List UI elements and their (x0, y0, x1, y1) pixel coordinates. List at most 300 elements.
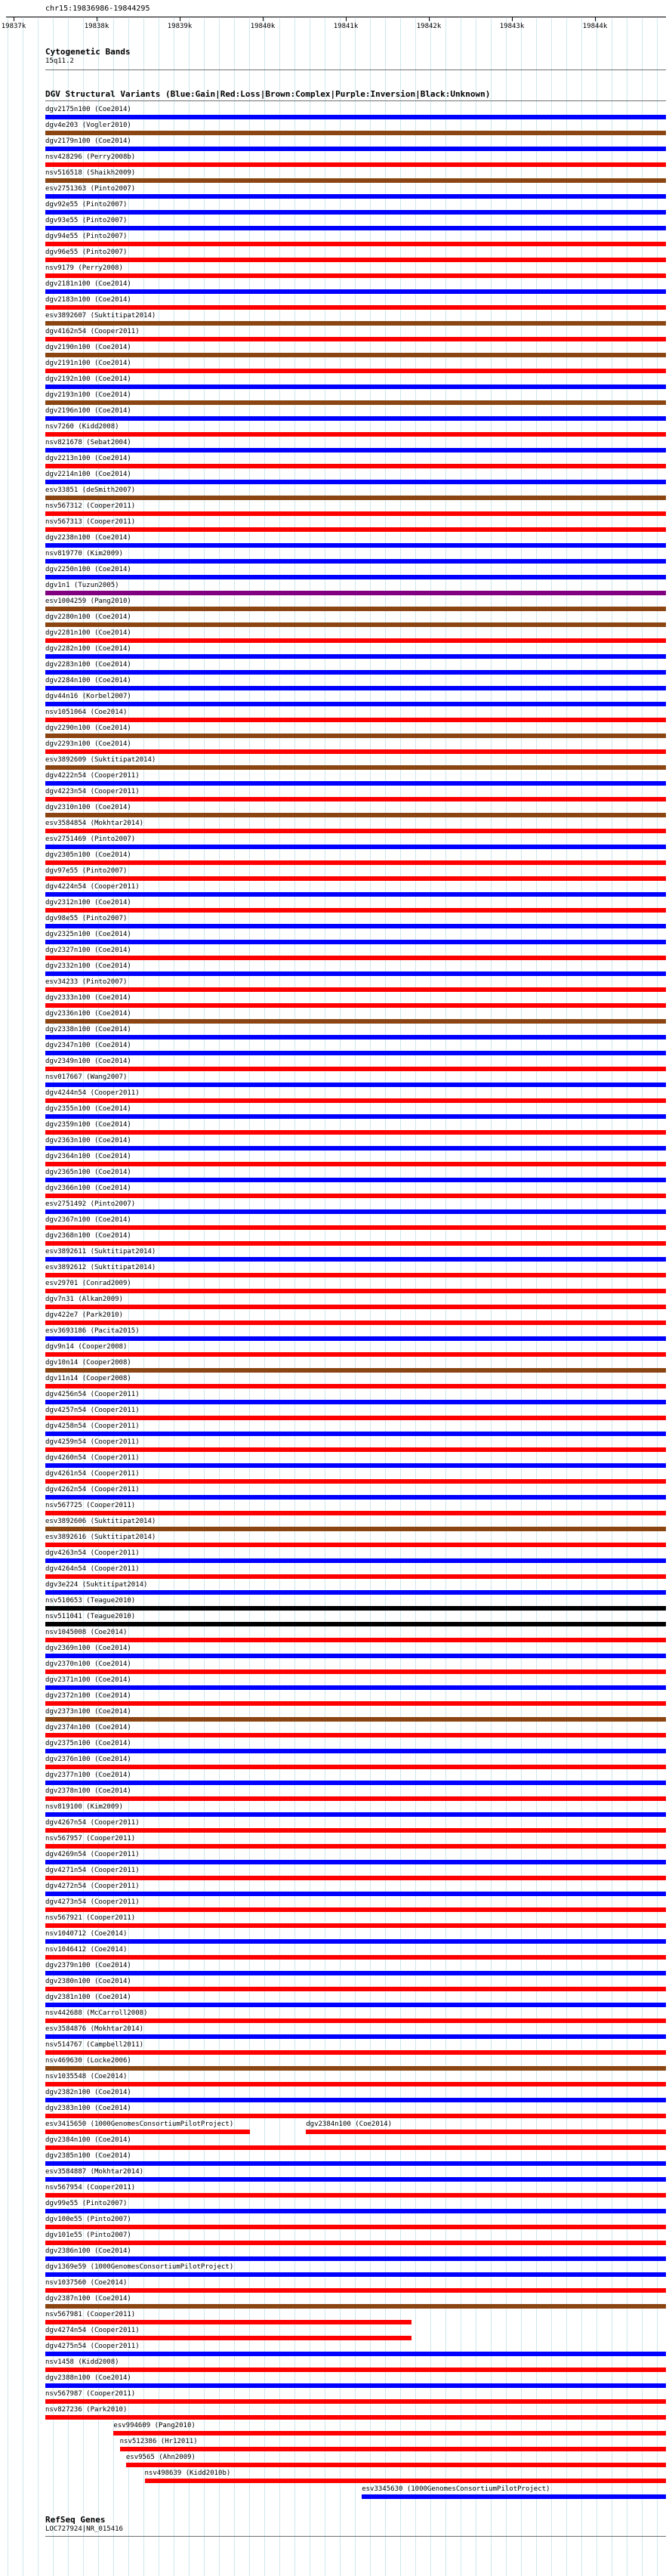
track-label[interactable]: nsv567954 (Cooper2011) (45, 2184, 136, 2191)
track-bar[interactable] (45, 1416, 666, 1420)
track-label[interactable]: dgv2293n100 (Coe2014) (45, 740, 131, 748)
track-bar[interactable] (45, 718, 666, 722)
track-bar[interactable] (45, 2003, 666, 2007)
track-label[interactable]: dgv4259n54 (Cooper2011) (45, 1438, 140, 1446)
track-bar[interactable] (45, 1146, 666, 1151)
track-bar[interactable] (45, 2082, 666, 2086)
track-bar[interactable] (45, 1685, 666, 1690)
track-bar[interactable] (45, 385, 666, 389)
track-label[interactable]: nsv428296 (Perry2008b) (45, 153, 136, 161)
refseq-gene-label[interactable]: LOC727924|NR_015416 (45, 2525, 123, 2533)
track-label[interactable]: dgv2238n100 (Coe2014) (45, 534, 131, 542)
track-label[interactable]: dgv44n16 (Korbel2007) (45, 693, 131, 700)
track-bar[interactable] (45, 797, 666, 802)
track-bar[interactable] (45, 369, 666, 373)
track-label[interactable]: esv3345630 (1000GenomesConsortiumPilotProject) (362, 2485, 550, 2493)
track-label[interactable]: dgv2349n100 (Coe2014) (45, 1058, 131, 1065)
track-label[interactable]: dgv2355n100 (Coe2014) (45, 1105, 131, 1113)
track-bar[interactable] (45, 1574, 666, 1579)
track-label[interactable]: dgv2363n100 (Coe2014) (45, 1137, 131, 1144)
track-bar[interactable] (45, 1178, 666, 1182)
track-bar[interactable] (45, 845, 666, 849)
track-bar[interactable] (45, 1225, 666, 1230)
track-label[interactable]: dgv93e55 (Pinto2007) (45, 217, 128, 224)
track-bar[interactable] (45, 2256, 666, 2261)
track-bar[interactable] (45, 1558, 666, 1563)
track-bar[interactable] (45, 765, 666, 770)
track-label[interactable]: dgv4271n54 (Cooper2011) (45, 1867, 140, 1874)
track-bar[interactable] (362, 2494, 666, 2499)
track-label[interactable]: dgv2370n100 (Coe2014) (45, 1660, 131, 1668)
track-bar[interactable] (45, 1273, 666, 1277)
track-label[interactable]: esv3892609 (Suktitipat2014) (45, 756, 156, 764)
track-bar[interactable] (45, 496, 666, 500)
track-bar[interactable] (45, 2161, 666, 2166)
track-label[interactable]: dgv94e55 (Pinto2007) (45, 233, 128, 240)
track-bar[interactable] (45, 1606, 666, 1611)
track-label[interactable]: dgv2327n100 (Coe2014) (45, 947, 131, 954)
track-label[interactable]: nsv511041 (Teague2010) (45, 1613, 136, 1620)
track-label[interactable]: dgv2383n100 (Coe2014) (45, 2105, 131, 2112)
track-bar[interactable] (45, 1590, 666, 1595)
track-bar[interactable] (45, 2383, 666, 2388)
track-bar[interactable] (45, 2145, 666, 2150)
track-bar[interactable] (45, 1622, 666, 1626)
track-label[interactable]: dgv2290n100 (Coe2014) (45, 724, 131, 732)
track-label[interactable]: dgv2179n100 (Coe2014) (45, 137, 131, 145)
dgv-title[interactable]: DGV Structural Variants (Blue:Gain|Red:Loss|Brown:Complex|Purple:Inversion|Black:Unknown) (45, 89, 491, 99)
track-bar[interactable] (45, 1923, 666, 1928)
track-label[interactable]: dgv2333n100 (Coe2014) (45, 994, 131, 1002)
track-bar[interactable] (45, 638, 666, 643)
track-bar[interactable] (45, 1035, 666, 1039)
track-label[interactable]: dgv97e55 (Pinto2007) (45, 867, 128, 875)
track-bar[interactable] (45, 1971, 666, 1975)
track-label[interactable]: nsv498639 (Kidd2010b) (144, 2469, 231, 2477)
track-label[interactable]: dgv2196n100 (Coe2014) (45, 407, 131, 415)
track-label[interactable]: dgv2368n100 (Coe2014) (45, 1232, 131, 1240)
track-label[interactable]: dgv2384n100 (Coe2014) (45, 2136, 131, 2144)
track-bar[interactable] (45, 686, 666, 690)
track-bar[interactable] (45, 956, 666, 960)
track-label[interactable]: nsv1040712 (Coe2014) (45, 1930, 128, 1938)
track-label[interactable]: dgv4272n54 (Cooper2011) (45, 1883, 140, 1890)
track-label[interactable]: nsv819770 (Kim2009) (45, 550, 123, 558)
track-label[interactable]: esv3693186 (Pacita2015) (45, 1327, 140, 1335)
track-bar[interactable] (45, 2098, 666, 2102)
track-label[interactable]: dgv4162n54 (Cooper2011) (45, 328, 140, 335)
track-label[interactable]: nsv819100 (Kim2009) (45, 1803, 123, 1811)
track-bar[interactable] (45, 242, 666, 246)
track-bar[interactable] (45, 1368, 666, 1373)
track-label[interactable]: dgv2379n100 (Coe2014) (45, 1962, 131, 1969)
track-bar[interactable] (113, 2431, 666, 2435)
track-label[interactable]: nsv469630 (Locke2006) (45, 2057, 131, 2065)
track-label[interactable]: dgv4223n54 (Cooper2011) (45, 788, 140, 795)
track-bar[interactable] (45, 860, 666, 865)
track-label[interactable]: esv3892607 (Suktitipat2014) (45, 312, 156, 320)
track-label[interactable]: nsv567981 (Cooper2011) (45, 2311, 136, 2318)
track-bar[interactable] (120, 2447, 666, 2451)
track-bar[interactable] (45, 1003, 666, 1008)
track-label[interactable]: nsv017667 (Wang2007) (45, 1073, 128, 1081)
track-bar[interactable] (45, 1051, 666, 1055)
track-label[interactable]: dgv2181n100 (Coe2014) (45, 280, 131, 288)
track-label[interactable]: dgv4222n54 (Cooper2011) (45, 772, 140, 780)
track-bar[interactable] (45, 2177, 666, 2182)
track-bar[interactable] (45, 115, 666, 119)
track-label[interactable]: dgv92e55 (Pinto2007) (45, 201, 128, 208)
track-label[interactable]: dgv2366n100 (Coe2014) (45, 1185, 131, 1192)
track-bar[interactable] (45, 1844, 666, 1849)
track-bar[interactable] (45, 289, 666, 294)
track-label[interactable]: dgv4267n54 (Cooper2011) (45, 1819, 140, 1827)
track-label[interactable]: dgv9n14 (Cooper2008) (45, 1343, 128, 1351)
track-bar[interactable] (45, 353, 666, 357)
track-bar[interactable] (45, 448, 666, 452)
track-label[interactable]: dgv2214n100 (Coe2014) (45, 471, 131, 478)
track-bar[interactable] (45, 892, 666, 897)
track-label[interactable]: esv3584876 (Mokhtar2014) (45, 2025, 144, 2033)
track-label[interactable]: dgv11n14 (Cooper2008) (45, 1375, 131, 1382)
track-bar[interactable] (306, 2130, 666, 2134)
track-bar[interactable] (45, 1320, 666, 1325)
track-bar[interactable] (126, 2463, 666, 2467)
track-bar[interactable] (45, 2336, 412, 2340)
track-bar[interactable] (45, 2034, 666, 2039)
track-label[interactable]: dgv2312n100 (Coe2014) (45, 899, 131, 907)
track-label[interactable]: dgv2281n100 (Coe2014) (45, 629, 131, 637)
track-bar[interactable] (45, 781, 666, 786)
track-bar[interactable] (45, 940, 666, 944)
track-bar[interactable] (45, 1543, 666, 1547)
track-bar[interactable] (45, 1479, 666, 1484)
track-bar[interactable] (45, 734, 666, 738)
track-label[interactable]: dgv422e7 (Park2010) (45, 1311, 123, 1319)
track-label[interactable]: esv33851 (deSmith2007) (45, 486, 136, 494)
track-label[interactable]: dgv2375n100 (Coe2014) (45, 1740, 131, 1747)
track-bar[interactable] (45, 1987, 666, 1991)
track-label[interactable]: nsv827236 (Park2010) (45, 2406, 128, 2414)
track-label[interactable]: nsv9179 (Perry2008) (45, 264, 123, 272)
track-bar[interactable] (45, 178, 666, 183)
track-label[interactable]: dgv4264n54 (Cooper2011) (45, 1565, 140, 1573)
track-label[interactable]: esv3892612 (Suktitipat2014) (45, 1264, 156, 1271)
track-bar[interactable] (45, 908, 666, 913)
track-label[interactable]: esv3892611 (Suktitipat2014) (45, 1248, 156, 1256)
track-label[interactable]: esv2751469 (Pinto2007) (45, 836, 136, 843)
track-bar[interactable] (45, 1955, 666, 1960)
track-bar[interactable] (45, 1939, 666, 1944)
track-label[interactable]: nsv821678 (Sebat2004) (45, 439, 131, 446)
track-label[interactable]: nsv1051064 (Coe2014) (45, 709, 128, 716)
track-label[interactable]: dgv4274n54 (Cooper2011) (45, 2327, 140, 2334)
track-bar[interactable] (45, 147, 666, 151)
track-bar[interactable] (45, 1812, 666, 1817)
track-label[interactable]: dgv2364n100 (Coe2014) (45, 1153, 131, 1160)
track-label[interactable]: esv3584854 (Mokhtar2014) (45, 820, 144, 827)
track-label[interactable]: dgv2359n100 (Coe2014) (45, 1121, 131, 1129)
track-label[interactable]: nsv510653 (Teague2010) (45, 1597, 136, 1605)
track-label[interactable]: dgv2305n100 (Coe2014) (45, 851, 131, 859)
track-bar[interactable] (45, 559, 666, 564)
track-label[interactable]: dgv2282n100 (Coe2014) (45, 645, 131, 653)
track-label[interactable]: nsv512386 (Hr12011) (119, 2438, 198, 2445)
track-bar[interactable] (45, 1447, 666, 1452)
track-label[interactable]: esv34233 (Pinto2007) (45, 978, 128, 986)
track-bar[interactable] (45, 2193, 666, 2198)
track-label[interactable]: dgv2373n100 (Coe2014) (45, 1708, 131, 1716)
track-bar[interactable] (45, 829, 666, 833)
track-label[interactable]: esv2751492 (Pinto2007) (45, 1200, 136, 1208)
track-bar[interactable] (45, 258, 666, 262)
track-label[interactable]: dgv4261n54 (Cooper2011) (45, 1470, 140, 1478)
track-bar[interactable] (45, 813, 666, 817)
track-bar[interactable] (45, 1701, 666, 1706)
track-bar[interactable] (45, 416, 666, 421)
track-bar[interactable] (45, 1828, 666, 1833)
track-bar[interactable] (45, 876, 666, 881)
track-bar[interactable] (45, 702, 666, 706)
track-label[interactable]: dgv2191n100 (Coe2014) (45, 360, 131, 367)
track-bar[interactable] (45, 1209, 666, 1214)
track-label[interactable]: dgv4257n54 (Cooper2011) (45, 1407, 140, 1414)
track-bar[interactable] (45, 1194, 666, 1198)
track-label[interactable]: esv3415650 (1000GenomesConsortiumPilotProject) (45, 2120, 234, 2128)
track-label[interactable]: nsv7260 (Kidd2008) (45, 423, 119, 431)
track-bar[interactable] (45, 1400, 666, 1404)
track-bar[interactable] (45, 162, 666, 167)
track-bar[interactable] (45, 1733, 666, 1737)
track-bar[interactable] (45, 2352, 666, 2356)
track-label[interactable]: nsv567957 (Cooper2011) (45, 1835, 136, 1842)
track-label[interactable]: dgv4262n54 (Cooper2011) (45, 1486, 140, 1493)
track-bar[interactable] (45, 1781, 666, 1785)
track-label[interactable]: dgv2213n100 (Coe2014) (45, 455, 131, 462)
track-bar[interactable] (45, 1162, 666, 1166)
track-label[interactable]: dgv2190n100 (Coe2014) (45, 344, 131, 351)
track-label[interactable]: dgv2310n100 (Coe2014) (45, 804, 131, 811)
track-label[interactable]: nsv514767 (Campbell2011) (45, 2041, 144, 2049)
track-bar[interactable] (45, 1876, 666, 1880)
track-bar[interactable] (45, 226, 666, 230)
track-bar[interactable] (45, 591, 666, 595)
track-bar[interactable] (45, 2018, 666, 2023)
track-bar[interactable] (45, 210, 666, 215)
track-bar[interactable] (45, 273, 666, 278)
track-label[interactable]: dgv2193n100 (Coe2014) (45, 391, 131, 399)
track-label[interactable]: dgv2388n100 (Coe2014) (45, 2374, 131, 2382)
track-bar[interactable] (45, 131, 666, 135)
track-label[interactable]: esv9565 (Ahn2009) (125, 2454, 196, 2461)
track-label[interactable]: nsv567725 (Cooper2011) (45, 1502, 136, 1509)
track-label[interactable]: esv3892606 (Suktitipat2014) (45, 1518, 156, 1525)
track-label[interactable]: dgv2367n100 (Coe2014) (45, 1216, 131, 1224)
track-bar[interactable] (45, 305, 666, 310)
track-label[interactable]: nsv567987 (Cooper2011) (45, 2390, 136, 2398)
track-label[interactable]: nsv567312 (Cooper2011) (45, 502, 136, 510)
track-label[interactable]: esv29701 (Conrad2009) (45, 1280, 131, 1287)
track-label[interactable]: esv1004259 (Pang2010) (45, 598, 131, 605)
track-bar[interactable] (45, 2288, 666, 2293)
track-bar[interactable] (45, 1130, 666, 1135)
track-label[interactable]: dgv2347n100 (Coe2014) (45, 1042, 131, 1049)
track-bar[interactable] (45, 971, 666, 976)
track-label[interactable]: dgv2283n100 (Coe2014) (45, 661, 131, 669)
track-label[interactable]: dgv2365n100 (Coe2014) (45, 1169, 131, 1176)
track-label[interactable]: dgv2378n100 (Coe2014) (45, 1787, 131, 1795)
track-label[interactable]: nsv567921 (Cooper2011) (45, 1914, 136, 1922)
track-bar[interactable] (45, 924, 666, 928)
track-label[interactable]: dgv2371n100 (Coe2014) (45, 1676, 131, 1684)
track-bar[interactable] (45, 1860, 666, 1864)
track-bar[interactable] (45, 1527, 666, 1531)
track-bar[interactable] (45, 1654, 666, 1658)
track-label[interactable]: esv3584887 (Mokhtar2014) (45, 2168, 144, 2176)
track-bar[interactable] (45, 1892, 666, 1896)
track-bar[interactable] (45, 1257, 666, 1262)
track-bar[interactable] (45, 337, 666, 341)
track-bar[interactable] (45, 2399, 666, 2404)
track-bar[interactable] (45, 2050, 666, 2055)
refseq-title[interactable]: RefSeq Genes (45, 2515, 106, 2525)
track-label[interactable]: esv3892616 (Suktitipat2014) (45, 1534, 156, 1541)
track-bar[interactable] (45, 987, 666, 992)
track-label[interactable]: nsv1035548 (Coe2014) (45, 2073, 128, 2080)
track-bar[interactable] (45, 1289, 666, 1293)
track-label[interactable]: dgv2336n100 (Coe2014) (45, 1010, 131, 1018)
track-bar[interactable] (45, 1019, 666, 1024)
track-bar[interactable] (45, 1384, 666, 1388)
track-bar[interactable] (45, 1638, 666, 1642)
track-label[interactable]: nsv516518 (Shaikh2009) (45, 169, 136, 177)
track-label[interactable]: dgv4256n54 (Cooper2011) (45, 1391, 140, 1398)
track-bar[interactable] (45, 543, 666, 548)
track-label[interactable]: dgv99e55 (Pinto2007) (45, 2200, 128, 2207)
track-label[interactable]: nsv442688 (McCarroll2008) (45, 2009, 148, 2017)
track-bar[interactable] (45, 1432, 666, 1436)
track-bar[interactable] (45, 1511, 666, 1515)
track-bar[interactable] (45, 575, 666, 579)
track-label[interactable]: dgv2372n100 (Coe2014) (45, 1692, 131, 1700)
track-label[interactable]: dgv1369e59 (1000GenomesConsortiumPilotProject) (45, 2263, 234, 2271)
cytoband-title[interactable]: Cytogenetic Bands (45, 47, 131, 57)
track-bar[interactable] (45, 2368, 666, 2372)
track-bar[interactable] (45, 1463, 666, 1468)
track-label[interactable]: dgv2284n100 (Coe2014) (45, 677, 131, 684)
track-label[interactable]: dgv2374n100 (Coe2014) (45, 1724, 131, 1731)
track-bar[interactable] (45, 2415, 666, 2420)
track-label[interactable]: dgv2280n100 (Coe2014) (45, 613, 131, 621)
track-label[interactable]: dgv2382n100 (Coe2014) (45, 2089, 131, 2096)
track-label[interactable]: dgv3e224 (Suktitipat2014) (45, 1581, 148, 1589)
track-label[interactable]: dgv4258n54 (Cooper2011) (45, 1422, 140, 1430)
track-label[interactable]: dgv101e55 (Pinto2007) (45, 2232, 131, 2239)
track-label[interactable]: dgv2338n100 (Coe2014) (45, 1026, 131, 1033)
track-bar[interactable] (45, 2114, 666, 2118)
track-bar[interactable] (45, 1352, 666, 1357)
track-label[interactable]: nsv1045008 (Coe2014) (45, 1629, 128, 1636)
track-label[interactable]: dgv2376n100 (Coe2014) (45, 1756, 131, 1763)
track-bar[interactable] (45, 1749, 666, 1753)
track-label[interactable]: dgv4273n54 (Cooper2011) (45, 1898, 140, 1906)
track-bar[interactable] (145, 2479, 666, 2483)
track-label[interactable]: dgv2387n100 (Coe2014) (45, 2295, 131, 2303)
track-label[interactable]: dgv4275n54 (Cooper2011) (45, 2343, 140, 2350)
track-bar[interactable] (45, 1305, 666, 1309)
track-bar[interactable] (45, 1114, 666, 1119)
track-label[interactable]: nsv1046412 (Coe2014) (45, 1946, 128, 1954)
track-bar[interactable] (45, 464, 666, 468)
track-label[interactable]: dgv2325n100 (Coe2014) (45, 931, 131, 938)
track-bar[interactable] (45, 1083, 666, 1087)
track-label[interactable]: dgv4260n54 (Cooper2011) (45, 1454, 140, 1462)
track-bar[interactable] (45, 2066, 666, 2071)
track-label[interactable]: dgv4263n54 (Cooper2011) (45, 1549, 140, 1557)
track-bar[interactable] (45, 2304, 666, 2309)
track-bar[interactable] (45, 1796, 666, 1801)
track-bar[interactable] (45, 749, 666, 754)
track-bar[interactable] (45, 1669, 666, 1674)
track-bar[interactable] (45, 480, 666, 484)
track-bar[interactable] (45, 2209, 666, 2213)
track-label[interactable]: dgv2192n100 (Coe2014) (45, 375, 131, 383)
track-label[interactable]: dgv2175n100 (Coe2014) (45, 106, 131, 113)
track-bar[interactable] (45, 1067, 666, 1071)
track-bar[interactable] (45, 2241, 666, 2245)
track-bar[interactable] (45, 2225, 666, 2229)
track-bar[interactable] (45, 527, 666, 532)
track-label[interactable]: nsv1037560 (Coe2014) (45, 2279, 128, 2287)
track-label[interactable]: dgv2380n100 (Coe2014) (45, 1978, 131, 1985)
track-bar[interactable] (45, 607, 666, 611)
track-bar[interactable] (45, 622, 666, 627)
track-label[interactable]: esv2751363 (Pinto2007) (45, 185, 136, 193)
track-bar[interactable] (45, 670, 666, 675)
track-bar[interactable] (45, 194, 666, 199)
track-label[interactable]: dgv2381n100 (Coe2014) (45, 1994, 131, 2001)
track-bar[interactable] (45, 432, 666, 437)
track-bar[interactable] (45, 1241, 666, 1246)
track-label[interactable]: dgv2250n100 (Coe2014) (45, 566, 131, 573)
track-label[interactable]: dgv4269n54 (Cooper2011) (45, 1851, 140, 1858)
track-label[interactable]: dgv10n14 (Cooper2008) (45, 1359, 131, 1367)
track-bar[interactable] (45, 654, 666, 659)
track-label[interactable]: dgv4e203 (Vogler2010) (45, 122, 131, 129)
track-bar[interactable] (45, 1717, 666, 1722)
track-label[interactable]: dgv96e55 (Pinto2007) (45, 249, 128, 256)
track-label[interactable]: esv994609 (Pang2010) (113, 2422, 196, 2429)
track-bar[interactable] (45, 1336, 666, 1341)
track-bar[interactable] (45, 2272, 666, 2277)
track-bar[interactable] (45, 1098, 666, 1103)
track-bar[interactable] (45, 2130, 250, 2134)
track-label[interactable]: nsv1458 (Kidd2008) (45, 2358, 119, 2366)
track-label[interactable]: dgv2183n100 (Coe2014) (45, 296, 131, 304)
track-label[interactable]: dgv100e55 (Pinto2007) (45, 2216, 131, 2223)
track-label[interactable]: dgv98e55 (Pinto2007) (45, 915, 128, 922)
track-bar[interactable] (45, 1495, 666, 1500)
track-label[interactable]: dgv4244n54 (Cooper2011) (45, 1089, 140, 1097)
track-label[interactable]: dgv2385n100 (Coe2014) (45, 2152, 131, 2160)
track-label[interactable]: dgv7n31 (Alkan2009) (45, 1296, 123, 1303)
track-label[interactable]: dgv2332n100 (Coe2014) (45, 962, 131, 970)
track-bar[interactable] (45, 511, 666, 516)
track-label[interactable]: dgv2384n100 (Coe2014) (306, 2120, 393, 2128)
track-label[interactable]: dgv1n1 (Tuzun2005) (45, 582, 119, 589)
track-label[interactable]: dgv2386n100 (Coe2014) (45, 2247, 131, 2255)
track-label[interactable]: dgv4224n54 (Cooper2011) (45, 883, 140, 891)
